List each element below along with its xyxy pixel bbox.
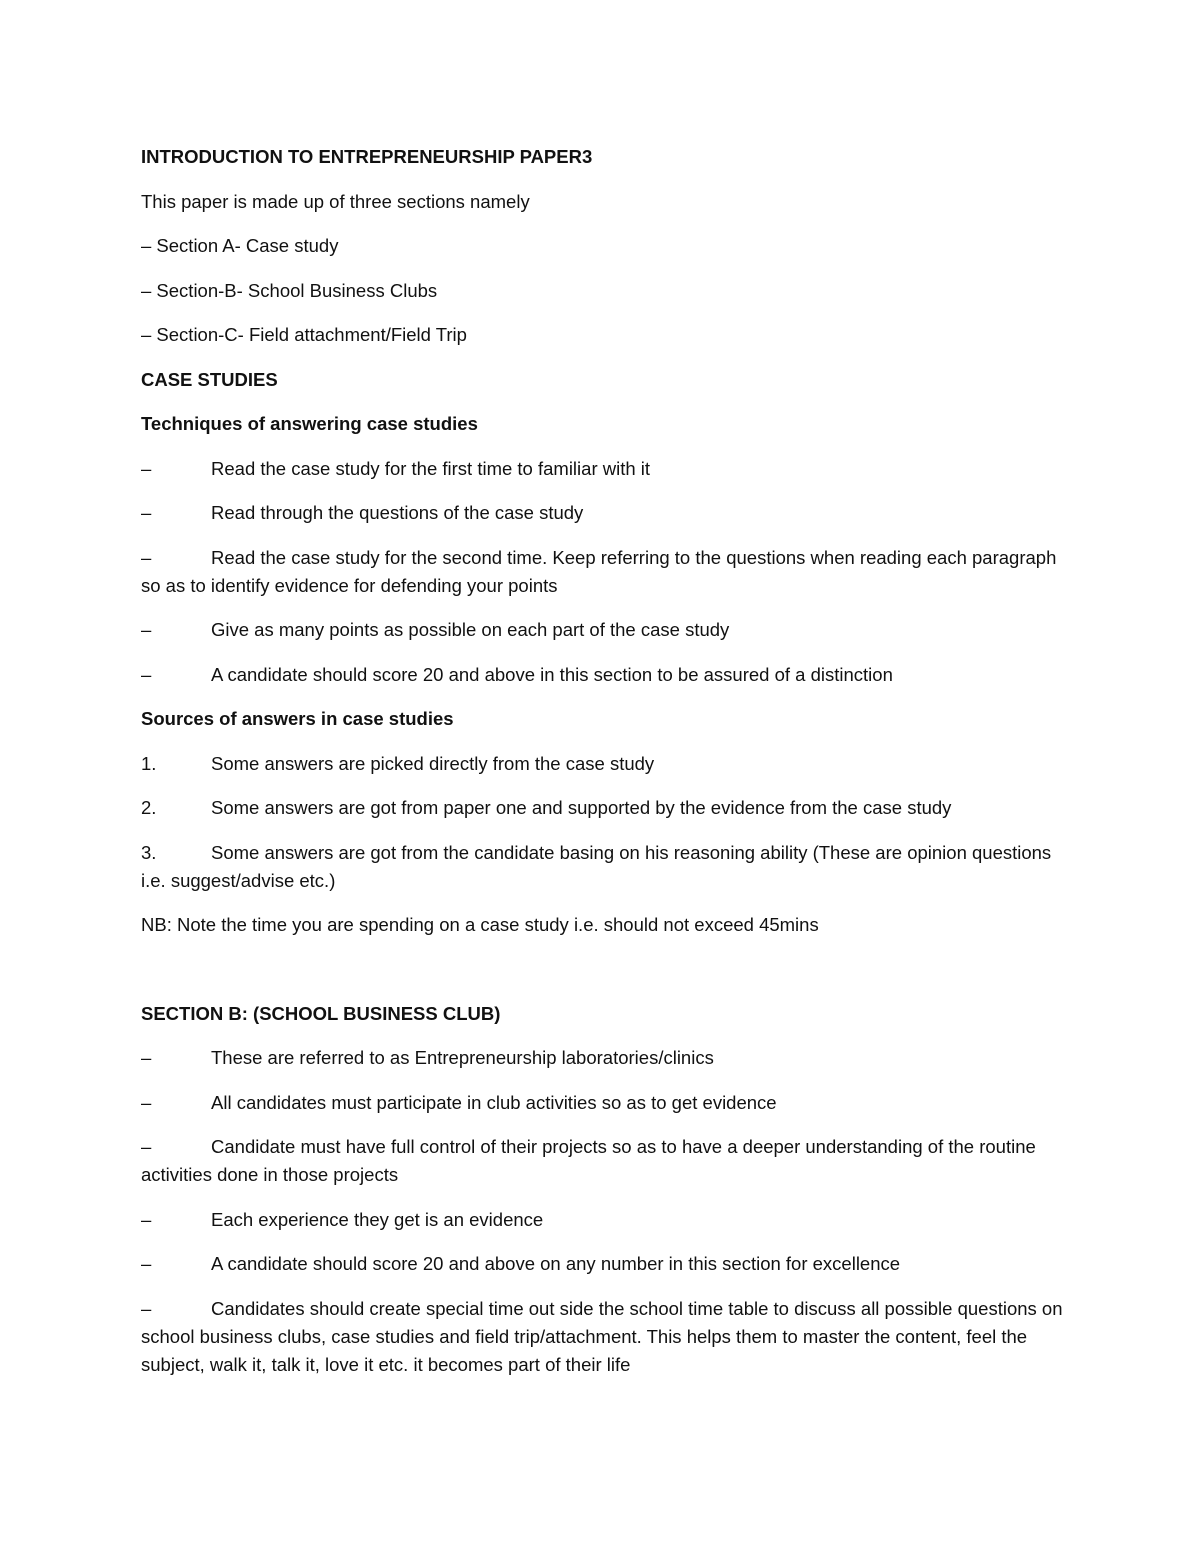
club-text: A candidate should score 20 and above on any number in this section for excellence	[211, 1253, 901, 1274]
club-text: All candidates must participate in club activities so as to get evidence	[211, 1091, 777, 1113]
technique-item	[141, 661, 1071, 689]
dash-marker: –	[141, 1208, 152, 1230]
club-text: Candidate must have full control of their projects so as to have a deeper understanding of the routine activities done in those projects	[141, 1136, 1036, 1185]
technique-item	[141, 616, 1071, 644]
technique-text: A candidate should score 20 and above in this section to be assured of a distinction	[211, 663, 893, 685]
dash-marker: –	[141, 1136, 152, 1157]
dash-marker: –	[141, 1091, 152, 1113]
number-marker: 1.	[141, 752, 157, 774]
note-text: NB: Note the time you are spending on a case study i.e. should not exceed 45mins	[141, 914, 819, 935]
club-item	[141, 1133, 1071, 1189]
dash-marker: –	[141, 1047, 152, 1068]
blank-line	[141, 956, 1071, 1000]
document-body	[141, 143, 1071, 1395]
dash-marker: –	[141, 457, 152, 479]
dash-marker: –	[141, 1297, 152, 1319]
section-b-heading: SECTION B: (SCHOOL BUSINESS CLUB)	[141, 1002, 501, 1024]
source-text: Some answers are got from the candidate basing on his reasoning ability (These are opinion questions i.e. suggest/advise etc.)	[141, 841, 1052, 891]
technique-text: Read the case study for the first time to familiar with it	[211, 457, 651, 479]
section-list-item: – Section-B- School Business Clubs	[141, 279, 438, 301]
club-item	[141, 1250, 1071, 1278]
number-marker: 2.	[141, 797, 157, 818]
club-text: Each experience they get is an evidence	[211, 1208, 544, 1230]
club-item	[141, 1089, 1071, 1117]
club-text: Candidates should create special time out side the school time table to discuss all possible questions on school business clubs, case studies and field trip/attachment. This helps them to master the content, feel the subject, walk it, talk it, love it etc. it becomes part of their life	[141, 1297, 1063, 1375]
source-item	[141, 794, 1071, 822]
dash-marker: –	[141, 663, 152, 685]
club-item	[141, 1295, 1071, 1379]
section-list-item: – Section-C- Field attachment/Field Trip	[141, 324, 467, 345]
dash-marker: –	[141, 546, 152, 568]
club-item	[141, 1044, 1071, 1072]
source-item	[141, 839, 1071, 895]
technique-item	[141, 544, 1071, 600]
technique-text: Give as many points as possible on each part of the case study	[211, 619, 730, 640]
technique-text: Read the case study for the second time. Keep referring to the questions when reading each paragraph so as to identify evidence for defending your points	[141, 546, 1057, 596]
club-item	[141, 1206, 1071, 1234]
dash-marker: –	[141, 502, 152, 523]
source-text: Some answers are got from paper one and supported by the evidence from the case study	[211, 797, 952, 818]
technique-item	[141, 455, 1071, 483]
source-text: Some answers are picked directly from the case study	[211, 752, 655, 774]
techniques-heading: Techniques of answering case studies	[141, 413, 478, 434]
section-list-item: – Section A- Case study	[141, 235, 339, 256]
intro-text: This paper is made up of three sections namely	[141, 190, 530, 212]
source-item	[141, 750, 1071, 778]
technique-text: Read through the questions of the case study	[211, 502, 584, 523]
number-marker: 3.	[141, 841, 157, 863]
case-studies-heading: CASE STUDIES	[141, 368, 278, 390]
document-title: INTRODUCTION TO ENTREPRENEURSHIP PAPER3	[141, 146, 593, 167]
dash-marker: –	[141, 619, 152, 640]
sources-heading: Sources of answers in case studies	[141, 708, 454, 729]
dash-marker: –	[141, 1253, 152, 1274]
club-text: These are referred to as Entrepreneurship laboratories/clinics	[211, 1047, 714, 1068]
technique-item	[141, 499, 1071, 527]
